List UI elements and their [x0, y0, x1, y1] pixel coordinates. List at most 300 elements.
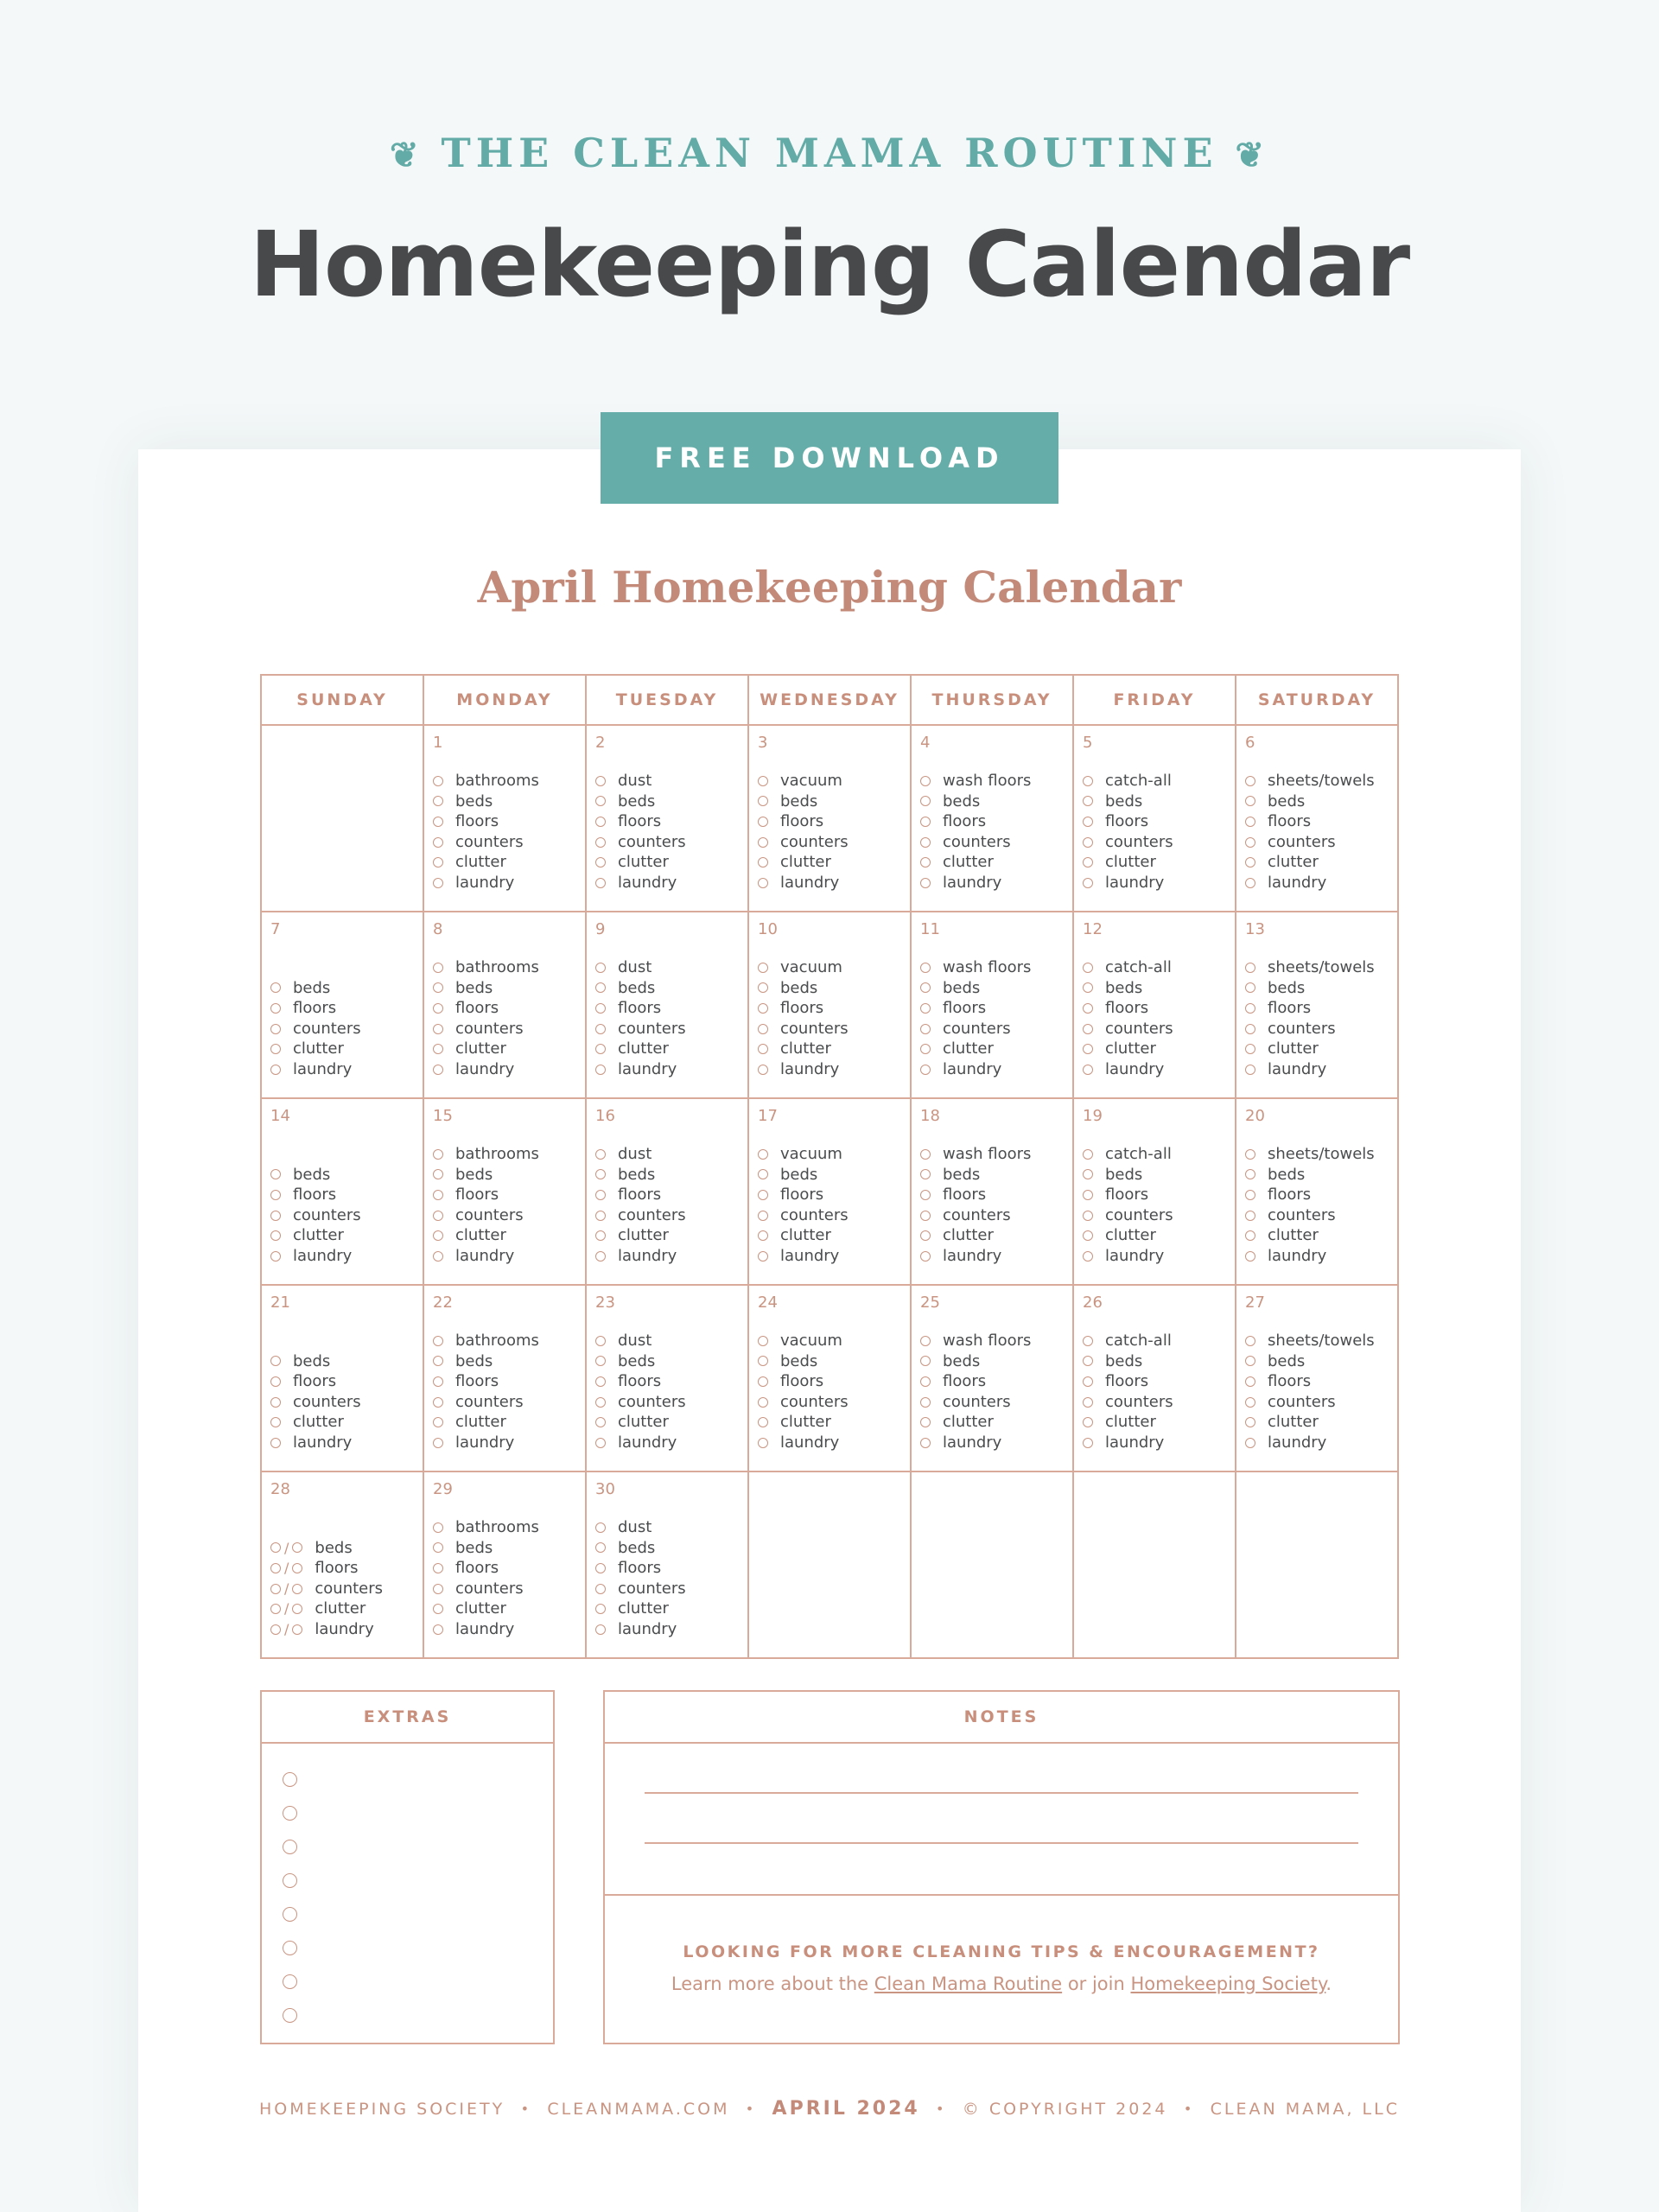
task-checkbox[interactable]	[1083, 982, 1093, 993]
task-checkbox[interactable]	[595, 1604, 606, 1614]
task-checkbox[interactable]	[270, 1024, 281, 1034]
task-checkbox[interactable]	[270, 1376, 281, 1387]
task-checkbox[interactable]	[1083, 776, 1093, 786]
task-item	[595, 957, 739, 978]
task-item	[1083, 1246, 1226, 1267]
task-checkbox[interactable]	[433, 1624, 443, 1635]
task-item	[1245, 1331, 1389, 1351]
footer-company: CLEAN MAMA, LLC	[1210, 2099, 1400, 2119]
task-checkbox[interactable]	[1083, 1417, 1093, 1427]
empty-day-cell	[261, 725, 423, 912]
day-cell	[1236, 912, 1398, 1098]
task-label: laundry	[293, 1059, 353, 1078]
task-checkbox[interactable]	[758, 1211, 768, 1221]
task-checkbox[interactable]	[270, 1190, 281, 1200]
task-item	[433, 1144, 576, 1165]
task-checkbox[interactable]	[595, 1417, 606, 1427]
task-checkbox[interactable]	[758, 1438, 768, 1448]
task-item	[433, 852, 576, 873]
task-checkbox[interactable]	[292, 1542, 302, 1553]
task-checkbox[interactable]	[920, 1044, 931, 1054]
task-checkbox[interactable]	[1245, 1438, 1255, 1448]
task-checkbox[interactable]	[920, 1230, 931, 1241]
task-checkbox[interactable]	[920, 796, 931, 806]
task-checkbox[interactable]	[1245, 837, 1255, 848]
task-checkbox[interactable]	[1083, 1190, 1093, 1200]
task-item	[758, 1246, 901, 1267]
task-checkbox[interactable]	[920, 1211, 931, 1221]
task-checkbox[interactable]	[1245, 1336, 1255, 1346]
extras-item	[283, 1965, 553, 1999]
task-checkbox[interactable]	[1245, 1397, 1255, 1408]
task-checkbox[interactable]	[595, 796, 606, 806]
task-checkbox[interactable]	[1083, 878, 1093, 888]
task-checkbox[interactable]	[595, 1211, 606, 1221]
task-label: beds	[1268, 978, 1306, 997]
notes-divider	[605, 1894, 1398, 1896]
task-checkbox[interactable]	[920, 1356, 931, 1366]
task-item	[433, 1392, 576, 1413]
task-checkbox[interactable]	[758, 878, 768, 888]
day-cell	[261, 1098, 423, 1285]
task-item	[1083, 791, 1226, 812]
task-checkbox[interactable]	[920, 982, 931, 993]
task-checkbox[interactable]	[433, 963, 443, 973]
task-checkbox[interactable]	[270, 1230, 281, 1241]
task-item	[920, 1225, 1064, 1246]
note-line[interactable]	[645, 1792, 1358, 1794]
task-checkbox[interactable]	[758, 963, 768, 973]
day-cell	[423, 1471, 586, 1658]
task-checkbox[interactable]	[758, 1190, 768, 1200]
task-checkbox[interactable]	[433, 1336, 443, 1346]
day-cell	[423, 1285, 586, 1471]
task-checkbox[interactable]	[270, 1251, 281, 1262]
task-checkbox[interactable]	[1245, 817, 1255, 827]
task-label: counters	[455, 832, 524, 851]
task-checkbox[interactable]	[920, 1024, 931, 1034]
task-checkbox[interactable]	[270, 1065, 281, 1075]
extras-checkbox[interactable]	[283, 1772, 297, 1787]
extras-checkbox[interactable]	[283, 1840, 297, 1854]
task-checkbox[interactable]	[595, 1024, 606, 1034]
task-checkbox[interactable]	[595, 982, 606, 993]
homekeeping-society-link[interactable]: Homekeeping Society	[1130, 1974, 1326, 1994]
task-checkbox[interactable]	[1083, 837, 1093, 848]
extras-checkbox[interactable]	[283, 1941, 297, 1955]
task-checkbox[interactable]	[1245, 1251, 1255, 1262]
task-checkbox[interactable]	[758, 837, 768, 848]
task-checkbox[interactable]	[433, 1251, 443, 1262]
task-list	[270, 1351, 414, 1453]
slash-separator: /	[284, 1539, 289, 1556]
task-checkbox[interactable]	[1083, 1397, 1093, 1408]
task-checkbox[interactable]	[758, 1044, 768, 1054]
task-checkbox[interactable]	[595, 1563, 606, 1573]
task-checkbox[interactable]	[920, 776, 931, 786]
task-label: beds	[1105, 978, 1143, 997]
task-checkbox[interactable]	[433, 1356, 443, 1366]
task-list	[920, 1144, 1064, 1267]
task-checkbox[interactable]	[433, 1604, 443, 1614]
task-checkbox[interactable]	[433, 1190, 443, 1200]
task-checkbox[interactable]	[920, 1438, 931, 1448]
task-checkbox[interactable]	[758, 857, 768, 868]
task-checkbox[interactable]	[595, 1624, 606, 1635]
task-checkbox[interactable]	[758, 1003, 768, 1014]
task-label: laundry	[780, 1246, 840, 1265]
task-checkbox[interactable]	[920, 1376, 931, 1387]
calendar-week-row	[261, 912, 1398, 1098]
task-checkbox[interactable]	[1083, 1065, 1093, 1075]
task-checkbox[interactable]	[433, 837, 443, 848]
task-checkbox[interactable]	[1083, 857, 1093, 868]
task-checkbox[interactable]	[595, 1169, 606, 1179]
task-checkbox[interactable]	[433, 1044, 443, 1054]
task-checkbox[interactable]	[595, 817, 606, 827]
task-checkbox[interactable]	[270, 1584, 281, 1594]
task-checkbox[interactable]	[1245, 776, 1255, 786]
task-label: laundry	[618, 1619, 677, 1638]
task-label: laundry	[618, 873, 677, 892]
task-checkbox[interactable]	[595, 1376, 606, 1387]
task-item	[433, 1185, 576, 1205]
task-list	[270, 1538, 414, 1640]
task-label: clutter	[943, 853, 994, 872]
task-checkbox[interactable]	[758, 1024, 768, 1034]
task-checkbox[interactable]	[595, 776, 606, 786]
task-checkbox[interactable]	[270, 982, 281, 993]
task-checkbox[interactable]	[292, 1624, 302, 1635]
task-checkbox[interactable]	[270, 1624, 281, 1635]
task-checkbox[interactable]	[270, 1417, 281, 1427]
task-label: floors	[780, 1185, 824, 1205]
task-item	[595, 852, 739, 873]
task-checkbox[interactable]	[1083, 1149, 1093, 1160]
task-checkbox[interactable]	[595, 837, 606, 848]
task-checkbox[interactable]	[758, 1336, 768, 1346]
free-download-button[interactable]: FREE DOWNLOAD	[601, 412, 1058, 504]
task-checkbox[interactable]	[292, 1563, 302, 1573]
task-checkbox[interactable]	[758, 982, 768, 993]
task-checkbox[interactable]	[595, 1336, 606, 1346]
task-checkbox[interactable]	[1245, 1024, 1255, 1034]
task-checkbox[interactable]	[758, 1251, 768, 1262]
task-item	[920, 1059, 1064, 1080]
task-label: beds	[1105, 1351, 1143, 1370]
task-checkbox[interactable]	[920, 1169, 931, 1179]
task-checkbox[interactable]	[1083, 1356, 1093, 1366]
task-item	[433, 873, 576, 893]
task-label: clutter	[1105, 1039, 1156, 1058]
task-checkbox[interactable]	[758, 1230, 768, 1241]
task-checkbox[interactable]	[270, 1604, 281, 1614]
task-item	[758, 1392, 901, 1413]
clean-mama-routine-link[interactable]: Clean Mama Routine	[874, 1974, 1063, 1994]
footer-separator: •	[520, 2101, 531, 2117]
task-label: counters	[455, 1579, 524, 1598]
task-checkbox[interactable]	[920, 878, 931, 888]
task-checkbox[interactable]	[920, 1190, 931, 1200]
task-checkbox[interactable]	[920, 963, 931, 973]
day-number: 3	[758, 734, 768, 752]
task-checkbox[interactable]	[1083, 1003, 1093, 1014]
task-checkbox[interactable]	[1245, 1376, 1255, 1387]
task-checkbox[interactable]	[1083, 1044, 1093, 1054]
task-item	[758, 1019, 901, 1039]
task-checkbox[interactable]	[1245, 1044, 1255, 1054]
extras-checkbox[interactable]	[283, 1974, 297, 1989]
task-checkbox[interactable]	[433, 796, 443, 806]
task-checkbox[interactable]	[920, 837, 931, 848]
task-checkbox[interactable]	[595, 1584, 606, 1594]
task-checkbox[interactable]	[433, 982, 443, 993]
task-checkbox[interactable]	[595, 1397, 606, 1408]
task-label: floors	[943, 812, 987, 831]
weekday-header: FRIDAY	[1073, 675, 1236, 725]
task-checkbox[interactable]	[433, 1376, 443, 1387]
task-item	[1083, 1059, 1226, 1080]
task-checkbox[interactable]	[433, 1169, 443, 1179]
task-checkbox[interactable]	[270, 1563, 281, 1573]
extras-checkbox[interactable]	[283, 1907, 297, 1922]
task-checkbox[interactable]	[595, 1522, 606, 1533]
task-checkbox[interactable]	[433, 1024, 443, 1034]
task-checkbox[interactable]	[433, 878, 443, 888]
task-checkbox[interactable]	[595, 1065, 606, 1075]
task-item	[920, 1331, 1064, 1351]
task-checkbox[interactable]	[920, 1003, 931, 1014]
task-label: clutter	[1268, 1039, 1319, 1058]
task-item	[595, 873, 739, 893]
task-checkbox[interactable]	[595, 857, 606, 868]
task-item	[433, 1205, 576, 1226]
task-checkbox[interactable]	[920, 1417, 931, 1427]
task-checkbox[interactable]	[433, 1211, 443, 1221]
task-checkbox[interactable]	[758, 1376, 768, 1387]
task-checkbox[interactable]	[920, 1397, 931, 1408]
task-checkbox[interactable]	[1245, 857, 1255, 868]
task-checkbox[interactable]	[433, 1065, 443, 1075]
task-checkbox[interactable]	[920, 1149, 931, 1160]
task-item	[758, 873, 901, 893]
task-item	[595, 1165, 739, 1185]
task-checkbox[interactable]	[433, 1230, 443, 1241]
task-checkbox[interactable]	[1245, 1417, 1255, 1427]
task-checkbox[interactable]	[270, 1003, 281, 1014]
task-checkbox[interactable]	[292, 1584, 302, 1594]
task-checkbox[interactable]	[1083, 1211, 1093, 1221]
task-item	[270, 1538, 414, 1559]
task-checkbox[interactable]	[1245, 1169, 1255, 1179]
task-checkbox[interactable]	[433, 1417, 443, 1427]
note-line[interactable]	[645, 1842, 1358, 1844]
task-checkbox[interactable]	[433, 1149, 443, 1160]
task-checkbox[interactable]	[1083, 1376, 1093, 1387]
task-checkbox[interactable]	[1245, 1003, 1255, 1014]
task-checkbox[interactable]	[595, 1190, 606, 1200]
task-checkbox[interactable]	[433, 857, 443, 868]
task-label: floors	[1268, 1185, 1312, 1205]
task-checkbox[interactable]	[1245, 1065, 1255, 1075]
task-checkbox[interactable]	[595, 1003, 606, 1014]
task-list	[920, 957, 1064, 1080]
calendar-week-row	[261, 1471, 1398, 1658]
task-item	[270, 1351, 414, 1372]
task-checkbox[interactable]	[1083, 1251, 1093, 1262]
task-checkbox[interactable]	[1245, 1230, 1255, 1241]
day-cell	[1236, 725, 1398, 912]
task-checkbox[interactable]	[1083, 1336, 1093, 1346]
task-checkbox[interactable]	[270, 1211, 281, 1221]
task-checkbox[interactable]	[270, 1542, 281, 1553]
task-checkbox[interactable]	[1245, 1190, 1255, 1200]
task-checkbox[interactable]	[433, 776, 443, 786]
task-label: counters	[455, 1205, 524, 1224]
task-label: floors	[455, 1372, 499, 1391]
task-label: laundry	[1268, 1059, 1327, 1078]
task-label: counters	[315, 1579, 384, 1598]
task-label: counters	[1105, 1205, 1173, 1224]
task-checkbox[interactable]	[758, 1149, 768, 1160]
task-checkbox[interactable]	[758, 817, 768, 827]
task-checkbox[interactable]	[1245, 1356, 1255, 1366]
task-label: laundry	[293, 1246, 353, 1265]
task-label: counters	[943, 1019, 1011, 1038]
task-label: floors	[780, 812, 824, 831]
task-item	[920, 873, 1064, 893]
task-checkbox[interactable]	[595, 878, 606, 888]
task-checkbox[interactable]	[433, 817, 443, 827]
task-label: dust	[618, 1332, 652, 1350]
task-checkbox[interactable]	[1083, 1438, 1093, 1448]
task-label: beds	[618, 1351, 656, 1370]
task-item	[758, 1331, 901, 1351]
task-label: laundry	[943, 1246, 1002, 1265]
task-item	[595, 1579, 739, 1599]
task-item	[1083, 957, 1226, 978]
task-label: floors	[1105, 1185, 1149, 1205]
task-checkbox[interactable]	[920, 1336, 931, 1346]
extras-checkbox[interactable]	[283, 1806, 297, 1821]
task-checkbox[interactable]	[758, 776, 768, 786]
task-label: bathrooms	[455, 772, 539, 790]
task-checkbox[interactable]	[292, 1604, 302, 1614]
task-label: floors	[618, 1372, 662, 1391]
task-checkbox[interactable]	[1245, 878, 1255, 888]
task-checkbox[interactable]	[270, 1438, 281, 1448]
task-checkbox[interactable]	[758, 1417, 768, 1427]
task-checkbox[interactable]	[920, 857, 931, 868]
task-checkbox[interactable]	[1083, 1024, 1093, 1034]
task-checkbox[interactable]	[433, 1438, 443, 1448]
empty-day-cell	[1073, 1471, 1236, 1658]
task-checkbox[interactable]	[595, 1251, 606, 1262]
task-checkbox[interactable]	[758, 1169, 768, 1179]
task-label: laundry	[455, 1246, 515, 1265]
task-checkbox[interactable]	[595, 1149, 606, 1160]
day-number: 14	[270, 1107, 290, 1125]
task-label: clutter	[943, 1413, 994, 1432]
task-checkbox[interactable]	[595, 1438, 606, 1448]
task-checkbox[interactable]	[1245, 963, 1255, 973]
task-checkbox[interactable]	[758, 1356, 768, 1366]
day-number: 15	[433, 1107, 453, 1125]
task-label: beds	[780, 978, 818, 997]
task-checkbox[interactable]	[920, 1065, 931, 1075]
task-checkbox[interactable]	[1245, 1149, 1255, 1160]
task-checkbox[interactable]	[758, 796, 768, 806]
task-checkbox[interactable]	[433, 1542, 443, 1553]
extras-checkbox[interactable]	[283, 2008, 297, 2023]
task-checkbox[interactable]	[1083, 1230, 1093, 1241]
task-item	[1083, 1185, 1226, 1205]
task-label: vacuum	[780, 958, 842, 976]
task-label: beds	[943, 978, 981, 997]
task-checkbox[interactable]	[1083, 796, 1093, 806]
task-label: floors	[943, 999, 987, 1018]
task-checkbox[interactable]	[433, 1522, 443, 1533]
task-checkbox[interactable]	[1245, 796, 1255, 806]
task-checkbox[interactable]	[920, 1251, 931, 1262]
task-item	[595, 1331, 739, 1351]
task-checkbox[interactable]	[270, 1356, 281, 1366]
task-item	[433, 1538, 576, 1559]
task-label: sheets/towels	[1268, 1332, 1375, 1350]
task-checkbox[interactable]	[1083, 817, 1093, 827]
task-checkbox[interactable]	[1083, 1169, 1093, 1179]
task-checkbox[interactable]	[433, 1397, 443, 1408]
task-checkbox[interactable]	[920, 817, 931, 827]
task-list	[1083, 771, 1226, 893]
task-checkbox[interactable]	[595, 1230, 606, 1241]
task-checkbox[interactable]	[433, 1563, 443, 1573]
task-item	[595, 1558, 739, 1579]
task-item	[595, 1039, 739, 1059]
task-checkbox[interactable]	[595, 963, 606, 973]
task-checkbox[interactable]	[595, 1542, 606, 1553]
weekday-header: SUNDAY	[261, 675, 423, 725]
day-number: 11	[920, 920, 940, 938]
task-item	[270, 1246, 414, 1267]
task-checkbox[interactable]	[595, 1044, 606, 1054]
task-checkbox[interactable]	[758, 1397, 768, 1408]
task-checkbox[interactable]	[1083, 963, 1093, 973]
footer-copyright: © COPYRIGHT 2024	[962, 2099, 1168, 2119]
task-item	[595, 791, 739, 812]
calendar-title: April Homekeeping Calendar	[477, 562, 1182, 613]
task-list	[595, 1331, 739, 1453]
task-checkbox[interactable]	[270, 1397, 281, 1408]
task-label: floors	[618, 999, 662, 1018]
task-label: counters	[618, 1392, 686, 1411]
task-checkbox[interactable]	[1245, 982, 1255, 993]
task-item	[758, 998, 901, 1019]
day-cell	[1073, 725, 1236, 912]
task-checkbox[interactable]	[758, 1065, 768, 1075]
task-checkbox[interactable]	[433, 1003, 443, 1014]
task-checkbox[interactable]	[270, 1044, 281, 1054]
task-checkbox[interactable]	[433, 1584, 443, 1594]
task-checkbox[interactable]	[595, 1356, 606, 1366]
task-checkbox[interactable]	[270, 1169, 281, 1179]
task-checkbox[interactable]	[1245, 1211, 1255, 1221]
day-cell	[586, 725, 748, 912]
task-list	[1245, 771, 1389, 893]
task-item	[1245, 957, 1389, 978]
extras-checkbox[interactable]	[283, 1873, 297, 1888]
task-item	[758, 852, 901, 873]
